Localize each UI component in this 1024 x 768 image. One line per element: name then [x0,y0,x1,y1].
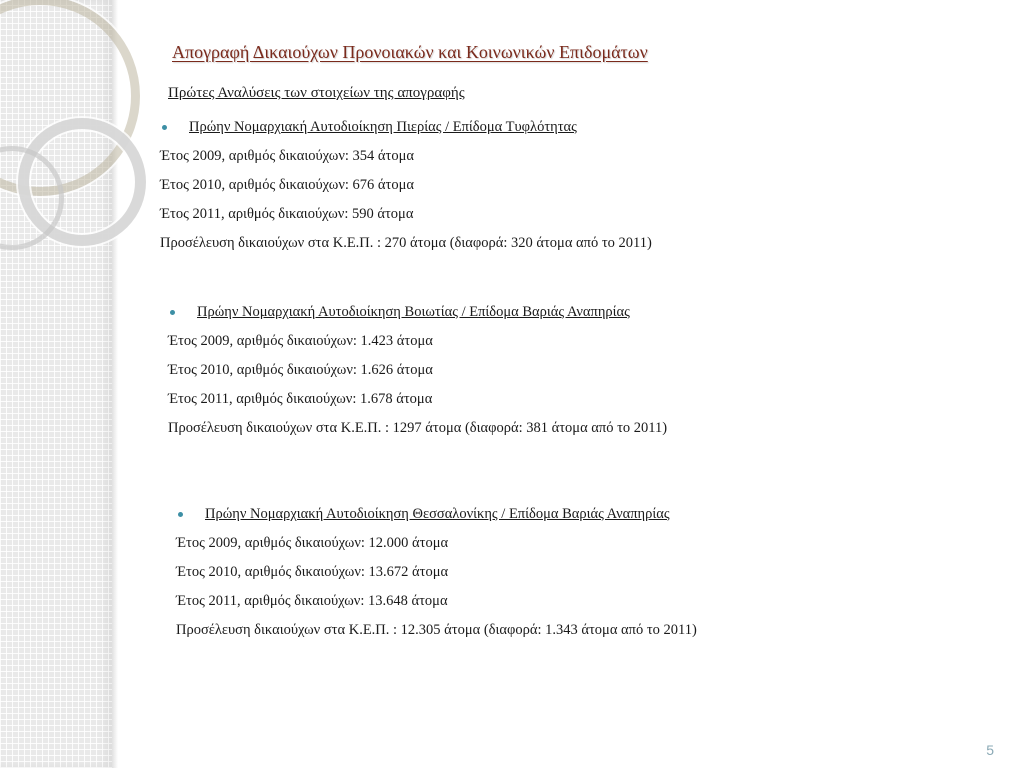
data-line: Έτος 2010, αριθμός δικαιούχων: 676 άτομα [160,177,414,193]
data-line: Έτος 2011, αριθμός δικαιούχων: 13.648 άτομα [176,593,448,609]
data-line: Προσέλευση δικαιούχων στα Κ.Ε.Π. : 1297 άτομα (διαφορά: 381 άτομα από το 2011) [168,420,668,436]
section-pieria [162,118,652,252]
bullet-icon [162,125,167,130]
section-title: Πρώην Νομαρχιακή Αυτοδιοίκηση Πιερίας / Επίδομα Τυφλότητας [189,118,577,135]
slide-title: Απογραφή Δικαιούχων Προνοιακών και Κοινωνικών Επιδομάτων [172,42,648,62]
section-thessaloniki [178,505,697,639]
data-line: Έτος 2010, αριθμός δικαιούχων: 13.672 άτομα [176,564,449,580]
data-line: Έτος 2009, αριθμός δικαιούχων: 1.423 άτομα [168,333,433,349]
section-title: Πρώην Νομαρχιακή Αυτοδιοίκηση Θεσσαλονίκης / Επίδομα Βαριάς Αναπηρίας [205,505,670,522]
section-heading [178,505,697,523]
data-line: Έτος 2011, αριθμός δικαιούχων: 590 άτομα [160,206,414,222]
page-number: 5 [986,742,994,758]
data-line: Έτος 2011, αριθμός δικαιούχων: 1.678 άτομα [168,391,433,407]
bullet-icon [178,512,183,517]
section-boeotia [170,303,667,437]
section-heading [162,118,652,136]
section-heading [170,303,667,321]
data-line: Προσέλευση δικαιούχων στα Κ.Ε.Π. : 270 άτομα (διαφορά: 320 άτομα από το 2011) [160,235,652,251]
section-title: Πρώην Νομαρχιακή Αυτοδιοίκηση Βοιωτίας / Επίδομα Βαριάς Αναπηρίας [197,303,630,320]
bullet-icon [170,310,175,315]
data-line: Έτος 2010, αριθμός δικαιούχων: 1.626 άτομα [168,362,433,378]
data-line: Έτος 2009, αριθμός δικαιούχων: 12.000 άτομα [176,535,449,551]
data-line: Προσέλευση δικαιούχων στα Κ.Ε.Π. : 12.305 άτομα (διαφορά: 1.343 άτομα από το 2011) [176,622,697,638]
data-line: Έτος 2009, αριθμός δικαιούχων: 354 άτομα [160,148,414,164]
slide-subtitle: Πρώτες Αναλύσεις των στοιχείων της απογραφής [168,85,465,101]
